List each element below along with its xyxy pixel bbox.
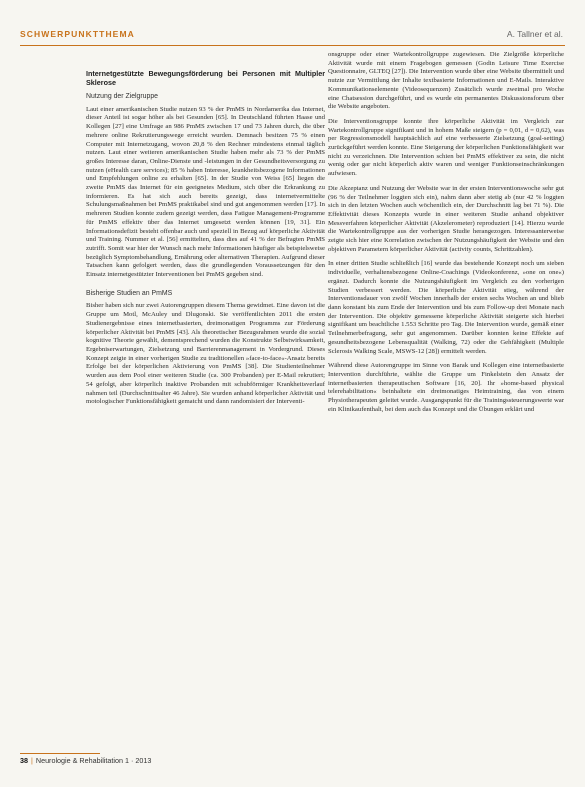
paragraph: onsgruppe oder einer Wartekontrollgruppe zugewiesen. Die Zielgröße körperliche Aktivität wurde mit einem Fragebogen gemessen (Godin Leisure Time Exercise Questionnaire, GLTEQ [27]). Die Intervention wurde über eine Website übermittelt und nutzte zur Vermittlung der Inhalte textbasierte Informationen und E-Mails. Interaktive Kommunikationselemente (Videosequenzen) Zusätzlich wurde zweimal pro Woche eine Chatsession durchgeführt, und es wurde ein permanentes Diskussionsforum über die Website angeboten. <box>328 51 564 111</box>
journal-name: Neurologie & Rehabilitation 1 · 2013 <box>35 756 152 765</box>
right-column <box>328 51 564 420</box>
paragraph: Während diese Autorengruppe im Sinne von Barak und Kollegen eine internetbasierte Intervention durchführte, wählte die Gruppe um Finkelstein den Ansatz der internetbasierten therapeutischen Software [16, 20]. Ihr »home-based physical telerehabilitation« beinhaltete ein dreimonatiges Heimtraining, das von einem Physiotherapeuten geleitet wurde. Ausgangspunkt für die Trainingssteuerungswerte war ein Klinikaufenthalt, bei dem auch das Konzept und die Übungen erklärt und <box>328 362 564 413</box>
footer-divider <box>20 753 100 754</box>
page-footer <box>20 756 151 765</box>
subheading-usage: Nutzung der Zielgruppe <box>86 93 159 100</box>
paragraph: Laut einer amerikanischen Studie nutzen 93 % der PmMS in Nordamerika das Internet, dieser Anteil ist sogar höher als bei Gesunden [65]. In Deutschland führten Haase und Kollegen [27] eine Umfrage an 986 PmMS zwischen 17 und 73 Jahren durch, die über mehrere online Rekrutierungswege erreicht wurden. Demnach besitzen 75 % einen Computer mit Internetzugang, wovon 20,8 % den Rechner mindestens einmal täglich nutzen. Laut einer weiteren amerikanischen Studie haben mehr als 73 % der PmMS großes Interesse daran, Online-Dienste und -leistungen in der Gesundheitsversorgung zu nutzen (eHealth care services); 85 % haben Interesse, krankheitsbezogene Informationen und Empfehlungen online zu erhalten [65]. In der Studie von Weiss [65] liegen die zweite PmMS das Internet für ein geeignetes Medium, sich über die Erkrankung zu informieren. Es hat sich auch bereits gezeigt, dass internetvermittelte Schulungsmaßnahmen bei PmMS praktikabel sind und gut angenommen werden [17]. In mehreren Studien konnte zudem gezeigt werden, dass Fatigue Management-Programme für PmMS effektiv über das Internet umgesetzt werden können [19, 31]. Ein Informationsdefizit besteht offenbar auch und speziell in Bezug auf körperliche Aktivität und Training. Nummer et al. [56] ermittelten, dass dies auf 41 % der Befragten PmMS zutrifft. Somit war hier der Wunsch nach mehr Informationen häufiger als beispielsweise bezüglich Symptombehandlung, Ernährung oder alternativen Therapien. Aufgrund dieser Tatsachen kann gefolgert werden, dass die grundlegenden Voraussetzungen für den Einsatz internetgestützter Interventionen bei PmMS gegeben sind. <box>86 105 325 279</box>
page-number: 38 <box>20 756 28 765</box>
header-divider <box>20 45 565 46</box>
paragraph: In einer dritten Studie schließlich [16] wurde das bestehende Konzept noch um sieben individuelle, verhaltensbezogene Online-Coachings (Videokonferenz, »one on one«) ergänzt. Dadurch konnte die Nutzungshäufigkeit im Vergleich zu den vorherigen Studien verbessert werden. Die körperliche Aktivität stieg, während der Interventionsdauer von zwölf Wochen innerhalb der ersten sechs Wochen an und blieb dann konstant bis zum Ende der Intervention und bis zum Follow-up drei Monate nach der Intervention. Die objektiv gemessene körperliche Aktivität steigerte sich hierbei signifikant um beachtliche 1.553 Schritte pro Tag. Die Intervention wurde, gemäß einer Teilnehmerbefragung, sehr gut angenommen. Darüber konnten keine Effekte auf gesundheitsbezogene Lebensqualität (Walking, 72) oder die Gehfähigkeit (Multiple Sclerosis Walking Scale, MSWS-12 [28]) ermittelt werden. <box>328 260 564 355</box>
paragraph: Die Akzeptanz und Nutzung der Website war in der ersten Interventionswoche sehr gut (96 % der Teilnehmer loggten sich ein), nahm dann aber stetig ab (nur 42 % loggten sich in den letzten Wochen auch wöchentlich ein, der Durchschnitt lag bei 71 %). Die Effektivität dieses Konzepts wurde in einer weiteren Studie anhand objektiver Messverfahren körperlicher Aktivität (Akzelerometer) reproduziert [14]. Hierzu wurde die Wartekontrollgruppe aus der vorherigen Studie herangezogen. Interessanterweise zeigte sich hier eine Korrelation zwischen der Nutzungshäufigkeit der Website und den objektiven Parametern körperlicher Aktivität (activity counts, Schrittzahlen). <box>328 184 564 253</box>
left-column <box>86 55 325 413</box>
paragraph: Bisher haben sich nur zwei Autorengruppen diesem Thema gewidmet. Eine davon ist die Gruppe um Motl, McAuley und Dlugonski. Sie veröffentlichten 2011 die ersten Studienergebnisse eines internetbasierten, dreimonatigen Programms zur Förderung körperlicher Aktivität bei PmMS [43]. Als theoretischer Bezugsrahmen wurde die sozial kognitive Theorie gewählt, dementsprechend wurden die Konstrukte Selbstwirksamkeit, Ergebniserwartungen, Zielsetzung und Barrierenmanagement in Vordergrund. Dieses Konzept zeigte in einer vorherigen Studie zu traditionellen »face-to-face«-Ansatz bereits Erfolge bei der körperlichen Aktivierung von PmMS [38]. Die Studienteilnehmer wurden aus dem Pool einer weiteren Studie (ca. 300 Probanden) per E-Mail rekrutiert; 54 gefolgt, aber körperlich inaktive Probanden mit schubförmiger Krankheitsverlauf nahmen teil (Durchschnittsalter 46 Jahre). Sie wurden anhand körperlicher Aktivität und motologischer Funktionsfähigkeit gematcht und dann randomisiert der Interventi- <box>86 302 325 406</box>
article-section-title: Internetgestützte Bewegungsförderung bei Personen mit Multipler Sklerose <box>86 69 325 87</box>
running-author: A. Tallner et al. <box>506 29 563 39</box>
footer-separator: | <box>31 756 33 765</box>
paragraph: Die Interventionsgruppe konnte ihre körperliche Aktivität im Vergleich zur Wartekontrollgruppe signifikant und in hohem Maße steigern (p = 0,01, d = 0,62), was per Regressionsmodell hauptsächlich auf eine verbesserte Zielsetzung (goal-setting) zurückgeführt werden konnte. Eine Steigerung der körperlichen Funktionsfähigkeit war nicht zu verzeichnen. Die Intervention schien bei PmMS effektiver zu sein, die nicht wenig oder gar nicht körperlich aktiv waren und weniger Funktionseinschränkungen aufwiesen. <box>328 117 564 178</box>
subheading-previous-studies: Bisherige Studien an PmMS <box>86 289 173 297</box>
section-label: SCHWERPUNKTTHEMA <box>20 29 135 39</box>
